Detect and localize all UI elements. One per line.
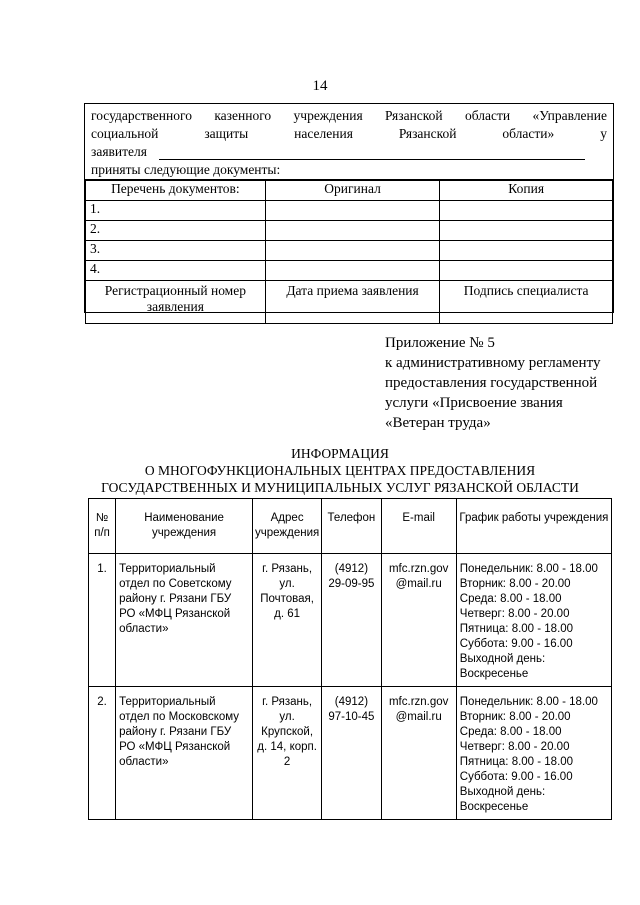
table-row <box>89 687 612 820</box>
office-email: mfc.rzn.gov @mail.ru <box>381 687 456 820</box>
title-line: ГОСУДАРСТВЕННЫХ И МУНИЦИПАЛЬНЫХ УСЛУГ РЯЗАНСКОЙ ОБЛАСТИ <box>101 480 579 495</box>
specialist-signature-cell: Подпись специалиста <box>440 281 613 324</box>
schedule-line: Воскресенье <box>459 668 529 680</box>
mfc-header-row <box>89 499 612 554</box>
schedule-line: Суббота: 9.00 - 16.00 <box>459 638 573 650</box>
row-number: 2. <box>89 687 116 820</box>
office-phone: (4912) 97-10-45 <box>322 687 381 820</box>
document-row <box>86 241 613 261</box>
schedule-line: Понедельник: 8.00 - 18.00 <box>459 563 598 575</box>
schedule-line: Выходной день: <box>459 786 546 798</box>
document-row <box>86 221 613 241</box>
schedule-line: Пятница: 8.00 - 18.00 <box>459 623 574 635</box>
office-email: mfc.rzn.gov @mail.ru <box>381 554 456 687</box>
receipt-text-line4: приняты следующие документы: <box>91 162 281 177</box>
office-address: г. Рязань, ул. Крупской, д. 14, корп. 2 <box>253 687 322 820</box>
appendix-line: «Ветеран труда» <box>385 415 491 431</box>
receipt-box <box>84 103 614 313</box>
receipt-text-line3: заявителя <box>91 144 147 159</box>
document-row-number: 3. <box>86 241 266 261</box>
schedule-line: Среда: 8.00 - 18.00 <box>459 593 562 605</box>
schedule-line: Выходной день: <box>459 653 546 665</box>
appendix-line: к административному регламенту <box>385 355 601 371</box>
mfc-table <box>88 498 612 820</box>
header-name: Наименование учреждения <box>116 499 253 554</box>
appendix-heading <box>385 333 625 433</box>
appendix-line: предоставления государственной <box>385 375 598 391</box>
title-line: ИНФОРМАЦИЯ <box>291 446 389 461</box>
document-row <box>86 261 613 281</box>
word: социальной <box>91 126 159 141</box>
receipt-text-line2 <box>91 126 607 142</box>
office-phone: (4912) 29-09-95 <box>322 554 381 687</box>
document-row-number: 1. <box>86 201 266 221</box>
receipt-text-line1: государственного казенного учреждения Рязанской области «Управление <box>91 108 607 123</box>
word: у <box>600 126 607 141</box>
header-address: Адрес учреждения <box>253 499 322 554</box>
office-address: г. Рязань, ул. Почтовая, д. 61 <box>253 554 322 687</box>
header-number: № п/п <box>89 499 116 554</box>
document-row-number: 2. <box>86 221 266 241</box>
schedule-line: Четверг: 8.00 - 20.00 <box>459 608 570 620</box>
office-name: Территориальный отдел по Московскому району г. Рязани ГБУ РО «МФЦ Рязанской области» <box>116 687 253 820</box>
schedule-line: Вторник: 8.00 - 20.00 <box>459 578 571 590</box>
cell <box>440 241 613 261</box>
office-schedule <box>456 554 611 687</box>
appendix-line: Приложение № 5 <box>385 335 495 351</box>
header-copy: Копия <box>440 181 613 201</box>
schedule-line: Вторник: 8.00 - 20.00 <box>459 711 571 723</box>
cell <box>265 241 440 261</box>
word: защиты <box>204 126 249 141</box>
word: Рязанской <box>398 126 457 141</box>
cell <box>265 201 440 221</box>
cell <box>440 261 613 281</box>
schedule-line: Четверг: 8.00 - 20.00 <box>459 741 570 753</box>
appendix-line: услуги «Присвоение звания <box>385 395 563 411</box>
word: населения <box>294 126 353 141</box>
schedule-line: Суббота: 9.00 - 16.00 <box>459 771 573 783</box>
documents-header-row <box>86 181 613 201</box>
schedule-line: Пятница: 8.00 - 18.00 <box>459 756 574 768</box>
header-original: Оригинал <box>265 181 440 201</box>
row-number: 1. <box>89 554 116 687</box>
application-date-cell: Дата приема заявления <box>265 281 440 324</box>
header-schedule: График работы учреждения <box>456 499 611 554</box>
cell <box>440 221 613 241</box>
office-schedule <box>456 687 611 820</box>
cell <box>440 201 613 221</box>
header-documents-list: Перечень документов: <box>86 181 266 201</box>
info-title <box>70 445 610 496</box>
page-number: 14 <box>312 78 328 94</box>
applicant-name-line <box>159 159 585 160</box>
cell <box>265 261 440 281</box>
title-line: О МНОГОФУНКЦИОНАЛЬНЫХ ЦЕНТРАХ ПРЕДОСТАВЛЕНИЯ <box>144 463 536 478</box>
documents-table <box>85 180 613 324</box>
cell <box>265 221 440 241</box>
registration-number-cell: Регистрационный номер заявления <box>86 281 266 324</box>
header-phone: Телефон <box>322 499 381 554</box>
schedule-line: Понедельник: 8.00 - 18.00 <box>459 696 598 708</box>
word: области» <box>502 126 555 141</box>
schedule-line: Воскресенье <box>459 801 529 813</box>
office-name: Территориальный отдел по Советскому району г. Рязани ГБУ РО «МФЦ Рязанской области» <box>116 554 253 687</box>
signature-row <box>86 281 613 324</box>
header-email: E-mail <box>381 499 456 554</box>
document-row <box>86 201 613 221</box>
schedule-line: Среда: 8.00 - 18.00 <box>459 726 562 738</box>
document-row-number: 4. <box>86 261 266 281</box>
table-row <box>89 554 612 687</box>
